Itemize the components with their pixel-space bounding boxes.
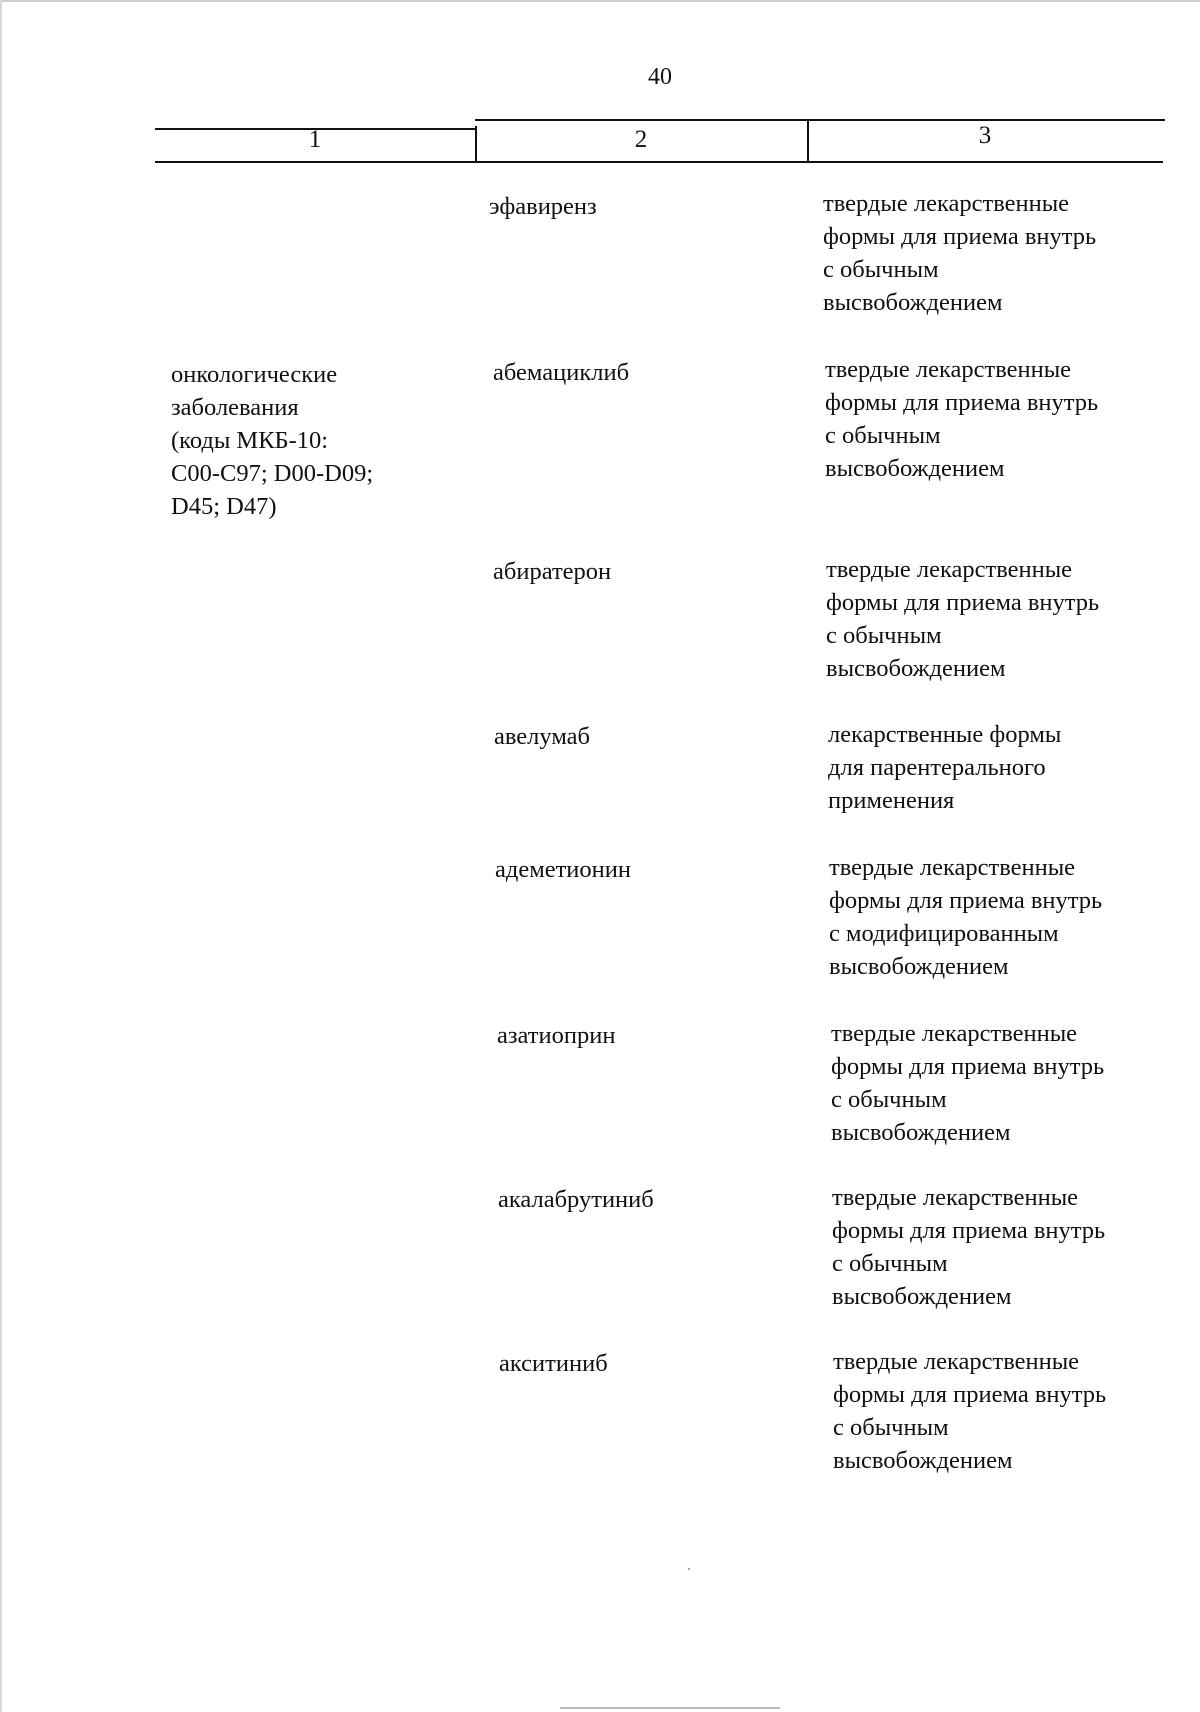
table-top-border-right [475,119,1165,121]
dosage-form: твердые лекарственные формы для приема внутрь с обычным высвобождением [831,1020,1105,1146]
drug-name: акситиниб [499,1350,608,1377]
dosage-form: твердые лекарственные формы для приема внутрь с обычным высвобождением [825,356,1099,482]
drug-name: авелумаб [494,723,591,750]
dosage-form: твердые лекарственные формы для приема внутрь с обычным высвобождением [832,1184,1106,1310]
drug-name: адеметионин [495,856,631,883]
drug-name: абемациклиб [493,359,630,386]
scan-speck [688,1568,690,1570]
dosage-form: твердые лекарственные формы для приема внутрь с обычным высвобождением [826,556,1100,682]
dosage-form: лекарственные формы для парентерального применения [828,721,1062,814]
column-header-1: 1 [308,126,322,153]
column-header-3: 3 [978,122,992,149]
drug-name: азатиоприн [497,1022,616,1049]
column-header-2: 2 [634,126,648,153]
scan-edge-left [0,0,2,1712]
scan-edge-bottom [560,1707,780,1709]
scan-edge-top [0,0,1200,2]
drug-name: акалабрутиниб [498,1186,654,1213]
dosage-form: твердые лекарственные формы для приема внутрь с обычным высвобождением [833,1348,1107,1474]
drug-name: абиратерон [493,558,612,585]
table-header-bottom-border [155,161,1163,163]
page-number: 40 [648,64,672,90]
dosage-form: твердые лекарственные формы для приема внутрь с модифицированным высвобождением [829,854,1103,980]
dosage-form: твердые лекарственные формы для приема внутрь с обычным высвобождением [823,190,1097,316]
disease-cell: онкологические заболевания (коды МКБ-10: C00-C97; D00-D09; D45; D47) [171,361,374,520]
drug-name: эфавиренз [489,193,597,220]
